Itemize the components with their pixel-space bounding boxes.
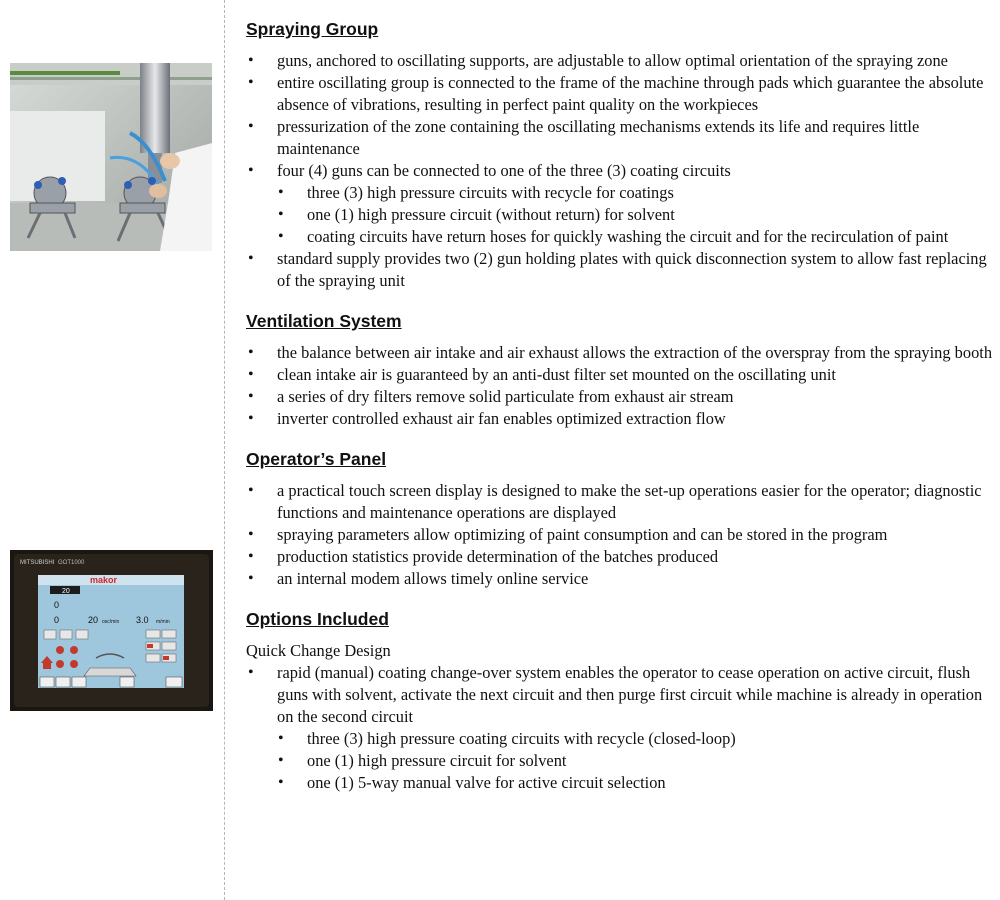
list-item: • inverter controlled exhaust air fan enables optimized extraction flow: [246, 408, 996, 430]
sub-list-item: • one (1) high pressure circuit (without return) for solvent: [276, 204, 996, 226]
panel-readout-3: 0: [54, 615, 60, 625]
list-item: • four (4) guns can be connected to one of the three (3) coating circuits: [246, 160, 996, 182]
sub-bullet-list: [276, 728, 996, 794]
panel-readout-1: 20: [62, 588, 70, 595]
operator-panel-photo: [10, 550, 213, 711]
list-item: • a practical touch screen display is designed to make the set-up operations easier for the operator; diagnostic functions and maintenance operations are displayed: [246, 480, 996, 524]
section-ventilation-system: [246, 310, 996, 430]
panel-readout-2: 0: [54, 600, 60, 610]
panel-brand-label: MITSUBISHI: [20, 560, 55, 566]
section-title-ventilation-system: Ventilation System: [246, 311, 402, 331]
list-item: • an internal modem allows timely online service: [246, 568, 996, 590]
section-spraying-group: [246, 18, 996, 292]
panel-unit-mmin: m/min: [156, 619, 170, 625]
list-item: • entire oscillating group is connected to the frame of the machine through pads which guarantee the absolute absence of vibrations, resulting in perfect paint quality on the workpieces: [246, 72, 996, 116]
bullet-list: [246, 662, 996, 794]
panel-logo: makor: [90, 575, 118, 585]
list-item: • a series of dry filters remove solid particulate from exhaust air stream: [246, 386, 996, 408]
sub-list-item: • coating circuits have return hoses for quickly washing the circuit and for the recirculation of paint: [276, 226, 996, 248]
section-operators-panel: [246, 448, 996, 590]
list-item: • spraying parameters allow optimizing of paint consumption and can be stored in the program: [246, 524, 996, 546]
bullet-list: [246, 50, 996, 292]
section-title-options-included: Options Included: [246, 609, 389, 629]
panel-readout-4: 20: [88, 615, 99, 625]
list-item: • the balance between air intake and air exhaust allows the extraction of the overspray from the spraying booth: [246, 342, 996, 364]
section-title-operators-panel: Operator’s Panel: [246, 449, 387, 469]
bullet-list: [246, 342, 996, 430]
column-divider: [224, 0, 225, 900]
list-item: • rapid (manual) coating change-over system enables the operator to cease operation on active circuit, flush guns with solvent, activate the next circuit and then purge first circuit while machine is already in operation on the second circuit: [246, 662, 996, 728]
panel-unit-osc: osc/min: [102, 619, 120, 625]
sub-bullet-list: [276, 182, 996, 248]
option-subtitle: Quick Change Design: [246, 641, 391, 660]
section-title-spraying-group: Spraying Group: [246, 19, 379, 39]
panel-readout-5: 3.0: [136, 615, 149, 625]
bullet-list: [246, 480, 996, 590]
list-item: • pressurization of the zone containing the oscillating mechanisms extends its life and requires little maintenance: [246, 116, 996, 160]
section-options-included: [246, 608, 996, 794]
sub-list-item: • one (1) 5-way manual valve for active circuit selection: [276, 772, 996, 794]
sub-list-item: • one (1) high pressure circuit for solvent: [276, 750, 996, 772]
spraying-group-photo: [10, 63, 212, 251]
sub-list-item: • three (3) high pressure coating circuits with recycle (closed-loop): [276, 728, 996, 750]
list-item: • production statistics provide determination of the batches produced: [246, 546, 996, 568]
document-content: [246, 18, 996, 808]
panel-model-label: GOT1000: [58, 560, 85, 566]
list-item: • standard supply provides two (2) gun holding plates with quick disconnection system to allow fast replacing of the spraying unit: [246, 248, 996, 292]
list-item: • guns, anchored to oscillating supports, are adjustable to allow optimal orientation of the spraying zone: [246, 50, 996, 72]
list-item: • clean intake air is guaranteed by an anti-dust filter set mounted on the oscillating unit: [246, 364, 996, 386]
sub-list-item: • three (3) high pressure circuits with recycle for coatings: [276, 182, 996, 204]
